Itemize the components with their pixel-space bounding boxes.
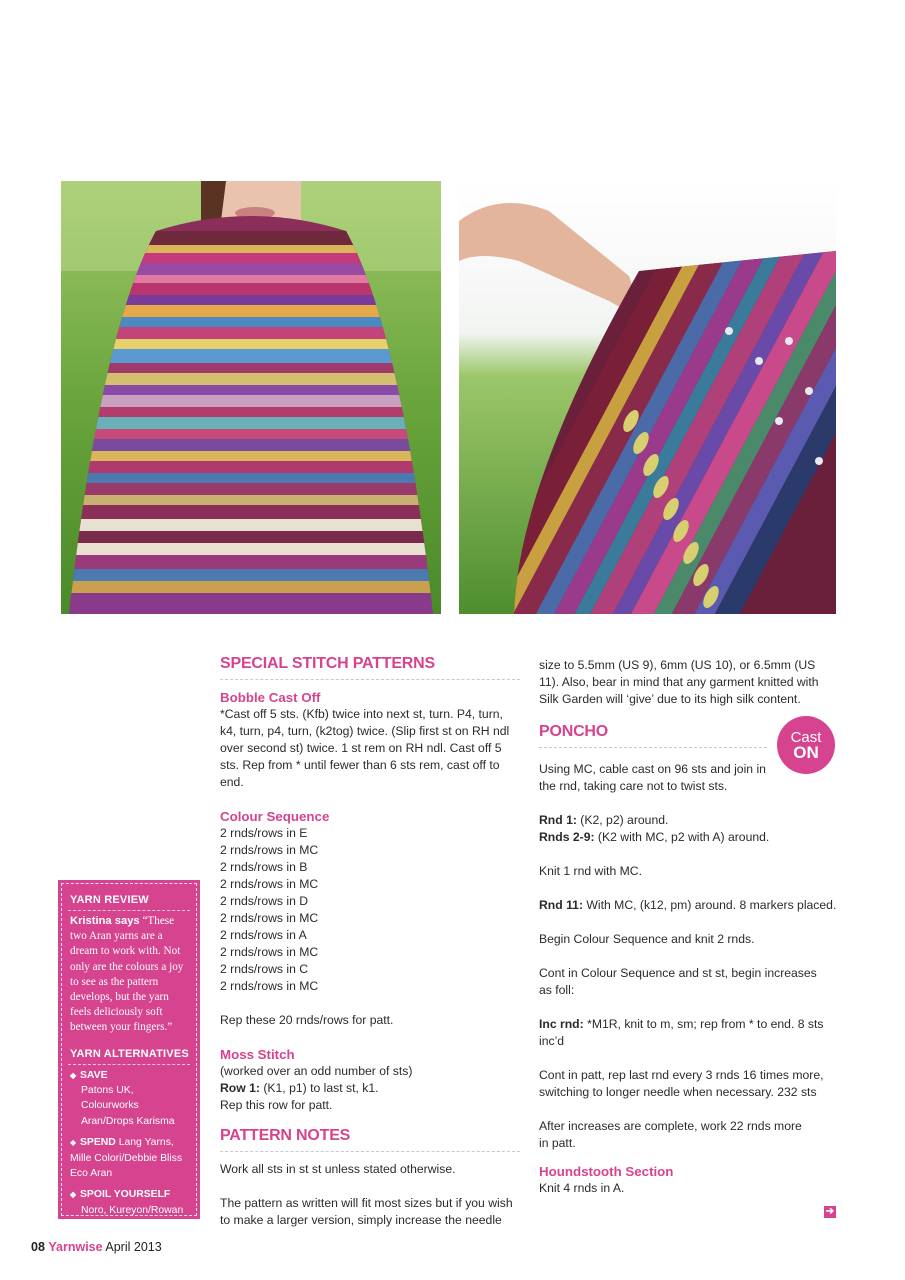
reviewer-name: Kristina says [70, 915, 140, 927]
diamond-bullet-icon: ◆ [70, 1070, 77, 1080]
diamond-bullet-icon: ◆ [70, 1190, 77, 1200]
colour-sequence-heading: Colour Sequence [220, 809, 330, 824]
alt-label: SPEND [80, 1137, 116, 1149]
rnd-1 [539, 812, 839, 829]
cast-on-text: Using MC, cable cast on 96 sts and join in the rnd, taking care not to twist sts. [539, 762, 766, 793]
cast-on-badge [777, 716, 835, 774]
divider [220, 679, 520, 680]
yarn-sidebar [61, 883, 197, 1232]
row-label: Row 1: [220, 1081, 260, 1095]
colour-repeat-text: Rep these 20 rnds/rows for patt. [220, 1013, 394, 1027]
alt-label: SPOIL YOURSELF [80, 1189, 171, 1201]
alt-text: Lang Yarns, Mille Colori/Debbie Bliss Eco Aran [70, 1137, 183, 1180]
badge-line-1: Cast [790, 729, 822, 746]
list-item: 2 rnds/rows in MC [220, 877, 319, 891]
inc-rnd [539, 1016, 824, 1050]
rnd-text: *M1R, knit to m, sm; rep from * to end. 8 sts inc’d [539, 1017, 824, 1048]
pattern-notes-p1: Work all sts in st st unless stated otherwise. [220, 1162, 456, 1176]
alt-spend [70, 1135, 190, 1181]
poncho-front-image [61, 181, 441, 614]
list-item: 2 rnds/rows in MC [220, 911, 319, 925]
poncho-heading: PONCHO [539, 723, 609, 740]
continuation-text: size to 5.5mm (US 9), 6mm (US 10), or 6.5mm (US 11). Also, bear in mind that any garment knitted with Silk Garden will ‘give’ due to its high silk content. [539, 658, 819, 706]
middle-column [220, 654, 520, 1229]
alt-spoil [70, 1187, 190, 1233]
list-item: 2 rnds/rows in E [220, 826, 308, 840]
alt-save [70, 1068, 190, 1130]
bobble-heading: Bobble Cast Off [220, 690, 321, 705]
list-item: 2 rnds/rows in B [220, 860, 308, 874]
yarn-alternatives-heading: YARN ALTERNATIVES [70, 1047, 189, 1060]
list-item: 2 rnds/rows in MC [220, 945, 319, 959]
photo-poncho-front [61, 181, 441, 614]
pattern-notes-p2: The pattern as written will fit most sizes but if you wish to make a larger version, simply increase the needle [220, 1196, 513, 1227]
houndstooth-text: Knit 4 rnds in A. [539, 1181, 625, 1195]
colour-sequence-list [220, 825, 520, 995]
page-footer [31, 1240, 162, 1254]
list-item: 2 rnds/rows in MC [220, 979, 319, 993]
rnd-text: With MC, (k12, pm) around. 8 markers placed. [583, 898, 837, 912]
after-increases: After increases are complete, work 22 rnds more in patt. [539, 1119, 802, 1150]
begin-colour-sequence: Begin Colour Sequence and knit 2 rnds. [539, 932, 755, 946]
bobble-text: *Cast off 5 sts. (Kfb) twice into next st, turn. P4, turn, k4, turn, p4, turn, (k2tog) twice. (Slip first st on RH ndl over second st) twice. 1 st rem on RH ndl. Cast off 5 sts. Rep from * until fewer than 6 sts rem, cast off to end. [220, 707, 510, 789]
rnd-11 [539, 897, 839, 914]
alt-label: SAVE [80, 1069, 108, 1081]
yarn-review-text [70, 914, 190, 1036]
rnd-label: Inc rnd: [539, 1017, 584, 1031]
badge-line-2: ON [793, 743, 819, 762]
continue-arrow-icon: ➔ [825, 1206, 835, 1217]
yarn-review-heading: YARN REVIEW [70, 894, 149, 906]
divider [220, 1151, 520, 1152]
moss-stitch-heading: Moss Stitch [220, 1047, 295, 1062]
moss-note: (worked over an odd number of sts) [220, 1064, 413, 1078]
pattern-notes-heading: PATTERN NOTES [220, 1127, 351, 1144]
moss-repeat: Rep this row for patt. [220, 1098, 333, 1112]
magazine-name: Yarnwise [48, 1240, 103, 1254]
poncho-sleeve-image [459, 181, 836, 614]
rnd-text: (K2, p2) around. [576, 813, 669, 827]
list-item: 2 rnds/rows in A [220, 928, 307, 942]
divider [68, 1064, 190, 1065]
divider [539, 747, 767, 748]
special-stitch-heading: SPECIAL STITCH PATTERNS [220, 655, 435, 672]
alt-text: Patons UK, Colourworks Aran/Drops Karisma [81, 1085, 175, 1127]
photo-poncho-sleeve [459, 181, 836, 614]
cont-colour-sequence: Cont in Colour Sequence and st st, begin increases as foll: [539, 966, 817, 997]
knit-1-rnd: Knit 1 rnd with MC. [539, 864, 642, 878]
list-item: 2 rnds/rows in D [220, 894, 309, 908]
houndstooth-heading: Houndstooth Section [539, 1164, 674, 1179]
diamond-bullet-icon: ◆ [70, 1138, 77, 1148]
alt-text: Noro, Kureyon/Rowan Felted Tweed Aran [81, 1204, 184, 1232]
row-text: (K1, p1) to last st, k1. [259, 1081, 379, 1095]
rnd-label: Rnd 1: [539, 813, 577, 827]
rnd-label: Rnd 11: [539, 898, 584, 912]
divider [68, 910, 190, 911]
review-quote: “These two Aran yarns are a dream to work with. Not only are the colours a joy to see as the pattern develops, but the yarn feels deliciously soft between your fingers.” [70, 915, 184, 1034]
rnd-label: Rnds 2-9: [539, 830, 595, 844]
rnd-text: (K2 with MC, p2 with A) around. [594, 830, 770, 844]
rnds-2-9 [539, 829, 839, 846]
list-item: 2 rnds/rows in MC [220, 843, 319, 857]
moss-row-1 [220, 1080, 520, 1097]
page-number: 08 [31, 1240, 45, 1254]
cont-patt: Cont in patt, rep last rnd every 3 rnds 16 times more, switching to longer needle when necessary. 232 sts [539, 1068, 824, 1099]
list-item: 2 rnds/rows in C [220, 962, 309, 976]
issue-date: April 2013 [105, 1240, 162, 1254]
